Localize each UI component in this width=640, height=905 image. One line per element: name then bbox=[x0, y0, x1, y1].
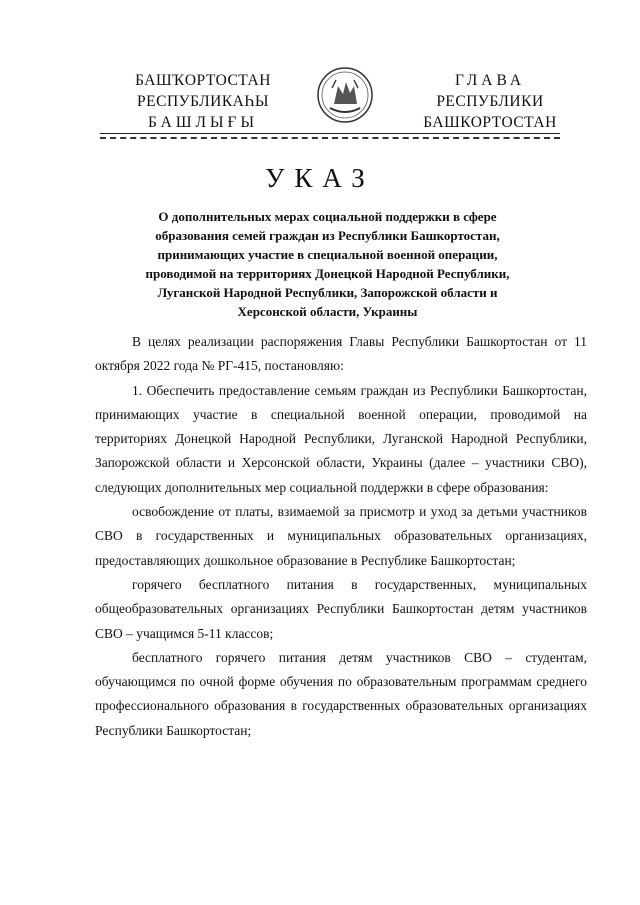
header-right-line: ГЛАВА bbox=[454, 72, 526, 89]
header-left-line: БАШЛЫҒЫ bbox=[147, 114, 259, 131]
header-right bbox=[405, 70, 575, 133]
decree-subject: О дополнительных мерах социальной поддержки в сфере образования семей граждан из Республики Башкортостан, принимающих участие в специальной военной операции, проводимой на территориях Донецкой Народной Республики, Луганской Народной Республики, Запорожской области и Херсонской области, Украины bbox=[145, 209, 510, 319]
coat-of-arms-icon bbox=[316, 64, 374, 126]
header-left-line: БАШҠОРТОСТАН bbox=[135, 72, 271, 89]
paragraph: 1. Обеспечить предоставление семьям граждан из Республики Башкортостан, принимающих участие в специальной военной операции, проводимой на территориях Донецкой Народной Республики, Луганской Народной Республики, Запорожской области и Херсонской области, Украины (далее – участники СВО), следующих дополнительных мер социальной поддержки в сфере образования: bbox=[95, 382, 587, 495]
paragraph: В целях реализации распоряжения Главы Республики Башкортостан от 11 октября 2022 года № РГ-415, постановляю: bbox=[95, 334, 587, 374]
header-rule bbox=[100, 133, 560, 134]
header-rule-dashed bbox=[100, 137, 560, 139]
header-left-line: РЕСПУБЛИКАҺЫ bbox=[137, 93, 269, 110]
header-right-line: РЕСПУБЛИКИ bbox=[436, 93, 544, 110]
header-right-line: БАШКОРТОСТАН bbox=[423, 114, 557, 131]
paragraph: освобождение от платы, взимаемой за присмотр и уход за детьми участников СВО в государственных и муниципальных образовательных организациях, предоставляющих дошкольное образование в Республике Башкортостан; bbox=[95, 504, 587, 568]
paragraph: горячего бесплатного питания в государственных, муниципальных общеобразовательных организациях Республики Башкортостан детям участников СВО – учащимся 5-11 классов; bbox=[95, 576, 587, 641]
decree-body bbox=[95, 330, 587, 743]
paragraph: бесплатного горячего питания детям участников СВО – студентам, обучающимся по очной форме обучения по образовательным программам среднего профессионального образования в государственных образовательных организациях Республики Башкортостан; bbox=[95, 649, 587, 738]
document-title: УКАЗ bbox=[265, 163, 375, 193]
header-left bbox=[118, 70, 288, 133]
